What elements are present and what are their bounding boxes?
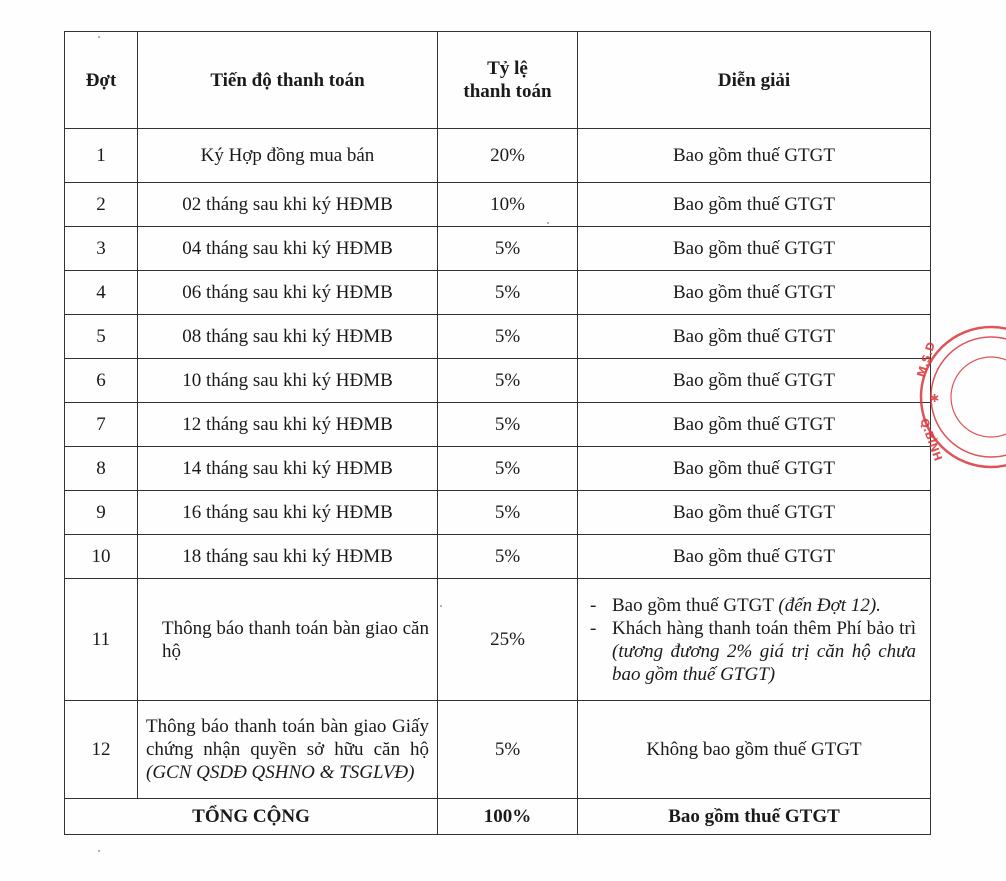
cell-tien-do: 04 tháng sau khi ký HĐMB [138,227,438,271]
bullet2-text: Khách hàng thanh toán thêm Phí bảo trì [612,617,916,639]
cell-dot: 3 [65,227,138,271]
cell-ty-le: 20% [438,129,578,183]
table-row [65,359,931,403]
total-ty-le: 100% [438,799,578,835]
cell-dien-giai: Bao gồm thuế GTGT [578,359,931,403]
cell-ty-le: 10% [438,183,578,227]
cell-dien-giai: Không bao gồm thuế GTGT [578,701,931,799]
cell-tien-do: Thông báo thanh toán bàn giao căn hộ [138,579,438,701]
header-tien-do: Tiến độ thanh toán [138,32,438,129]
cell-ty-le: 5% [438,535,578,579]
cell-dien-giai: Bao gồm thuế GTGT [578,227,931,271]
cell-dot: 6 [65,359,138,403]
bullet1-text: Bao gồm thuế GTGT [612,594,774,616]
company-seal-image [896,322,1006,472]
cell-tien-do: 06 tháng sau khi ký HĐMB [138,271,438,315]
cell-dot: 5 [65,315,138,359]
table-body [65,129,931,579]
cell-dien-giai: Bao gồm thuế GTGT [578,271,931,315]
cell-dien-giai: Bao gồm thuế GTGT [578,535,931,579]
bullet-item-1 [588,594,916,617]
table-header-row [65,32,931,129]
scan-speck [98,36,100,38]
header-ty-le [438,32,578,129]
header-ty-le-line1: Tỷ lệ [487,58,528,79]
payment-schedule-table [64,31,931,835]
cell-dien-giai: Bao gồm thuế GTGT [578,491,931,535]
cell-ty-le: 5% [438,271,578,315]
seal-icon [896,322,1006,472]
cell-dien-giai [578,579,931,701]
bullet1-italic: (đến Đợt 12). [778,594,881,616]
cell-dien-giai: Bao gồm thuế GTGT [578,129,931,183]
bullet-dash: - [590,594,597,616]
cell-tien-do: 12 tháng sau khi ký HĐMB [138,403,438,447]
cell-dien-giai: Bao gồm thuế GTGT [578,403,931,447]
table-row [65,535,931,579]
cell-ty-le: 5% [438,491,578,535]
svg-text:✱: ✱ [930,392,940,405]
table-body-tail [65,579,931,835]
total-dien-giai: Bao gồm thuế GTGT [578,799,931,835]
scan-speck [98,850,100,852]
cell-ty-le: 5% [438,359,578,403]
cell-dot: 8 [65,447,138,491]
total-label: TỔNG CỘNG [65,799,438,835]
scan-speck [547,222,549,224]
cell-ty-le: 5% [438,447,578,491]
cell-dien-giai: Bao gồm thuế GTGT [578,315,931,359]
table-row [65,491,931,535]
cell-ty-le: 5% [438,403,578,447]
dien-giai-bullets [584,594,924,686]
table-total-row [65,799,931,835]
bullet-dash: - [590,617,597,639]
cell-dot: 11 [65,579,138,701]
table-row [65,271,931,315]
cell-ty-le: 25% [438,579,578,701]
header-dien-giai: Diễn giải [578,32,931,129]
svg-text:Q.BÌNH: Q.BÌNH [917,416,945,463]
cell-dot: 7 [65,403,138,447]
table-row-11 [65,579,931,701]
tien-do-text: Thông báo thanh toán bàn giao Giấy chứng nhận quyền sở hữu căn hộ [146,716,429,760]
cell-dot: 9 [65,491,138,535]
bullet-item-2 [588,617,916,686]
table-row [65,315,931,359]
cell-tien-do: 02 tháng sau khi ký HĐMB [138,183,438,227]
table-row [65,447,931,491]
cell-tien-do [138,701,438,799]
scan-speck [440,605,442,607]
cell-dot: 1 [65,129,138,183]
cell-dien-giai: Bao gồm thuế GTGT [578,183,931,227]
cell-tien-do: Ký Hợp đồng mua bán [138,129,438,183]
tien-do-italic: (GCN QSDĐ QSHNO & TSGLVĐ) [146,762,415,783]
cell-tien-do: 14 tháng sau khi ký HĐMB [138,447,438,491]
cell-dot: 2 [65,183,138,227]
table-row [65,129,931,183]
header-dot: Đợt [65,32,138,129]
cell-ty-le: 5% [438,701,578,799]
cell-ty-le: 5% [438,227,578,271]
cell-dot: 12 [65,701,138,799]
cell-tien-do: 08 tháng sau khi ký HĐMB [138,315,438,359]
cell-dot: 10 [65,535,138,579]
svg-text:M.S.D: M.S.D [914,340,939,379]
cell-tien-do: 10 tháng sau khi ký HĐMB [138,359,438,403]
table-row [65,403,931,447]
cell-dien-giai: Bao gồm thuế GTGT [578,447,931,491]
cell-dot: 4 [65,271,138,315]
bullet2-italic: (tương đương 2% giá trị căn hộ chưa bao gồm thuế GTGT) [612,640,916,685]
table-row [65,183,931,227]
table-row [65,227,931,271]
table-row-12 [65,701,931,799]
cell-tien-do: 16 tháng sau khi ký HĐMB [138,491,438,535]
header-ty-le-line2: thanh toán [463,81,552,102]
cell-tien-do: 18 tháng sau khi ký HĐMB [138,535,438,579]
cell-ty-le: 5% [438,315,578,359]
